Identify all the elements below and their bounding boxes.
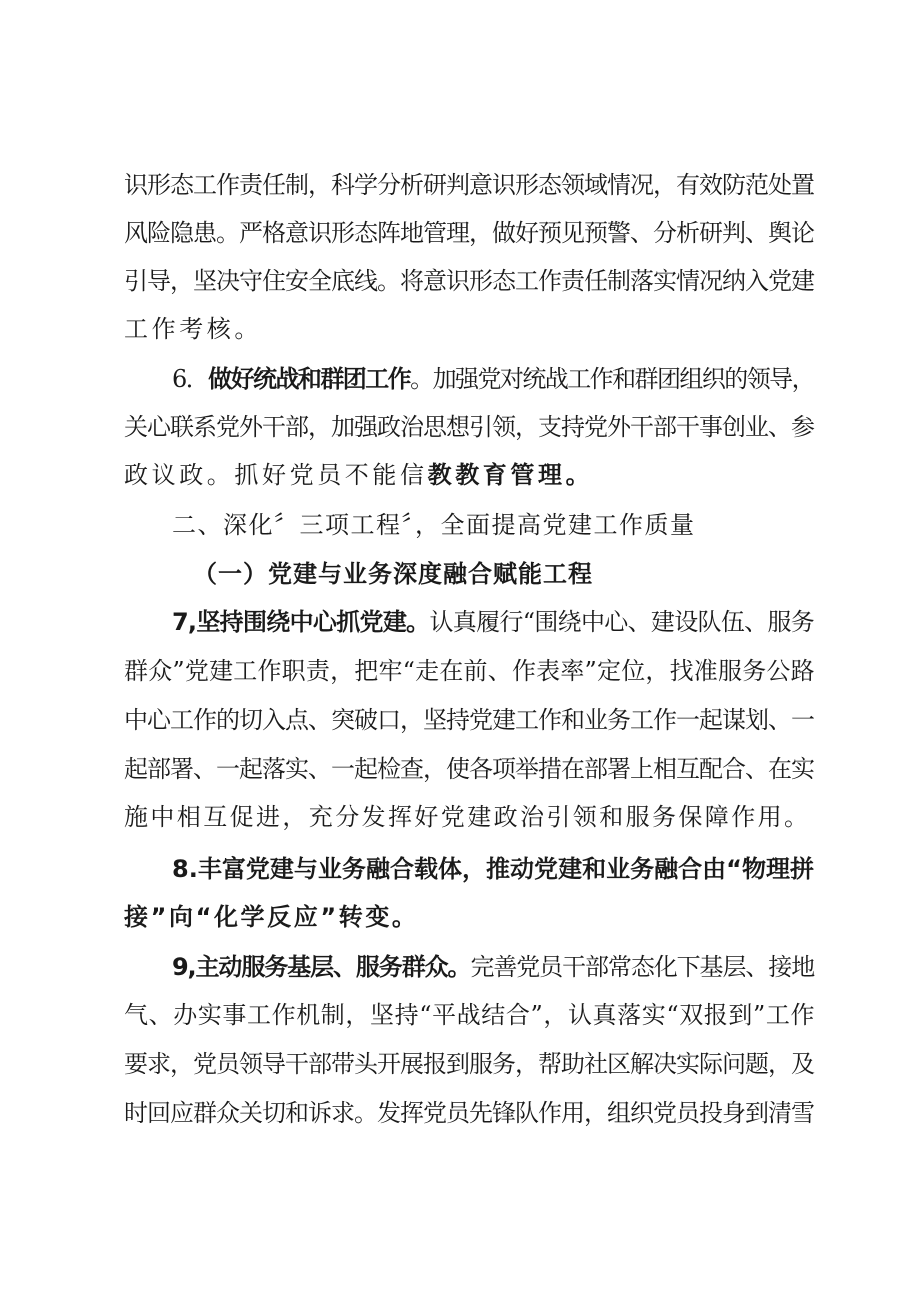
- para1-line3: 引导，坚决守住安全底线。将意识形态工作责任制落实情况纳入党建: [124, 267, 814, 295]
- para5-line1: [172, 952, 814, 982]
- para1-line2: 风险隐患。严格意识形态阵地管理，做好预见预警、分析研判、舆论: [124, 219, 814, 247]
- para2-line3: [124, 460, 814, 490]
- para3-lead: 7,坚持围绕中心抓党建。: [172, 608, 430, 636]
- para3-line1-rest: 认真履行“围绕中心、建设队伍、服务: [429, 608, 814, 636]
- para3-line5: 施中相互促进，充分发挥好党建政治引领和服务保障作用。: [124, 803, 811, 831]
- para4-line2: 接”向“化学反应”转变。: [124, 903, 419, 931]
- para2-title: 做好统战和群团工作: [208, 365, 411, 393]
- para2-line1: [172, 364, 814, 394]
- para4-line1: 8.丰富党建与业务融合载体，推动党建和业务融合由“物理拼: [172, 855, 814, 883]
- para2-line3-a: 政议政。抓好党员不能信: [124, 461, 428, 489]
- para1-line1: 识形态工作责任制，科学分析研判意识形态领域情况，有效防范处置: [124, 171, 814, 199]
- para2-line1-rest: 。加强党对统战工作和群团组织的领导，: [410, 365, 814, 393]
- section-subheading: （一）党建与业务深度融合赋能工程: [193, 560, 593, 588]
- para5-line2: 气、办实事工作机制，坚持“平战结合”，认真落实“双报到”工作: [124, 1001, 816, 1029]
- para2-line3-b: 教教育管理。: [427, 461, 594, 489]
- para5-line4: 时回应群众关切和诉求。发挥党员先锋队作用，组织党员投身到清雪: [124, 1099, 814, 1127]
- para5-lead: 9,主动服务基层、服务群众。: [172, 953, 471, 981]
- para5-line3: 要求，党员领导干部带头开展报到服务，帮助社区解决实际问题，及: [124, 1050, 814, 1078]
- para3-line4: 起部署、一起落实、一起检查，使各项举措在部署上相互配合、在实: [124, 755, 814, 783]
- para3-line3: 中心工作的切入点、突破口，坚持党建工作和业务工作一起谋划、一: [124, 706, 814, 734]
- para2-number: 6．: [172, 365, 209, 393]
- para5-line1-rest: 完善党员干部常态化下基层、接地: [470, 953, 814, 981]
- para1-line4: 工作考核。: [124, 315, 262, 343]
- para2-line2: 关心联系党外干部，加强政治思想引领，支持党外干部干事创业、参: [124, 413, 814, 441]
- para3-line2: 群众”党建工作职责，把牢“走在前、作表率”定位，找准服务公路: [124, 657, 815, 685]
- section-heading: 二、深化〞三项工程〞，全面提高党建工作质量: [172, 511, 696, 539]
- para3-line1: [172, 607, 814, 637]
